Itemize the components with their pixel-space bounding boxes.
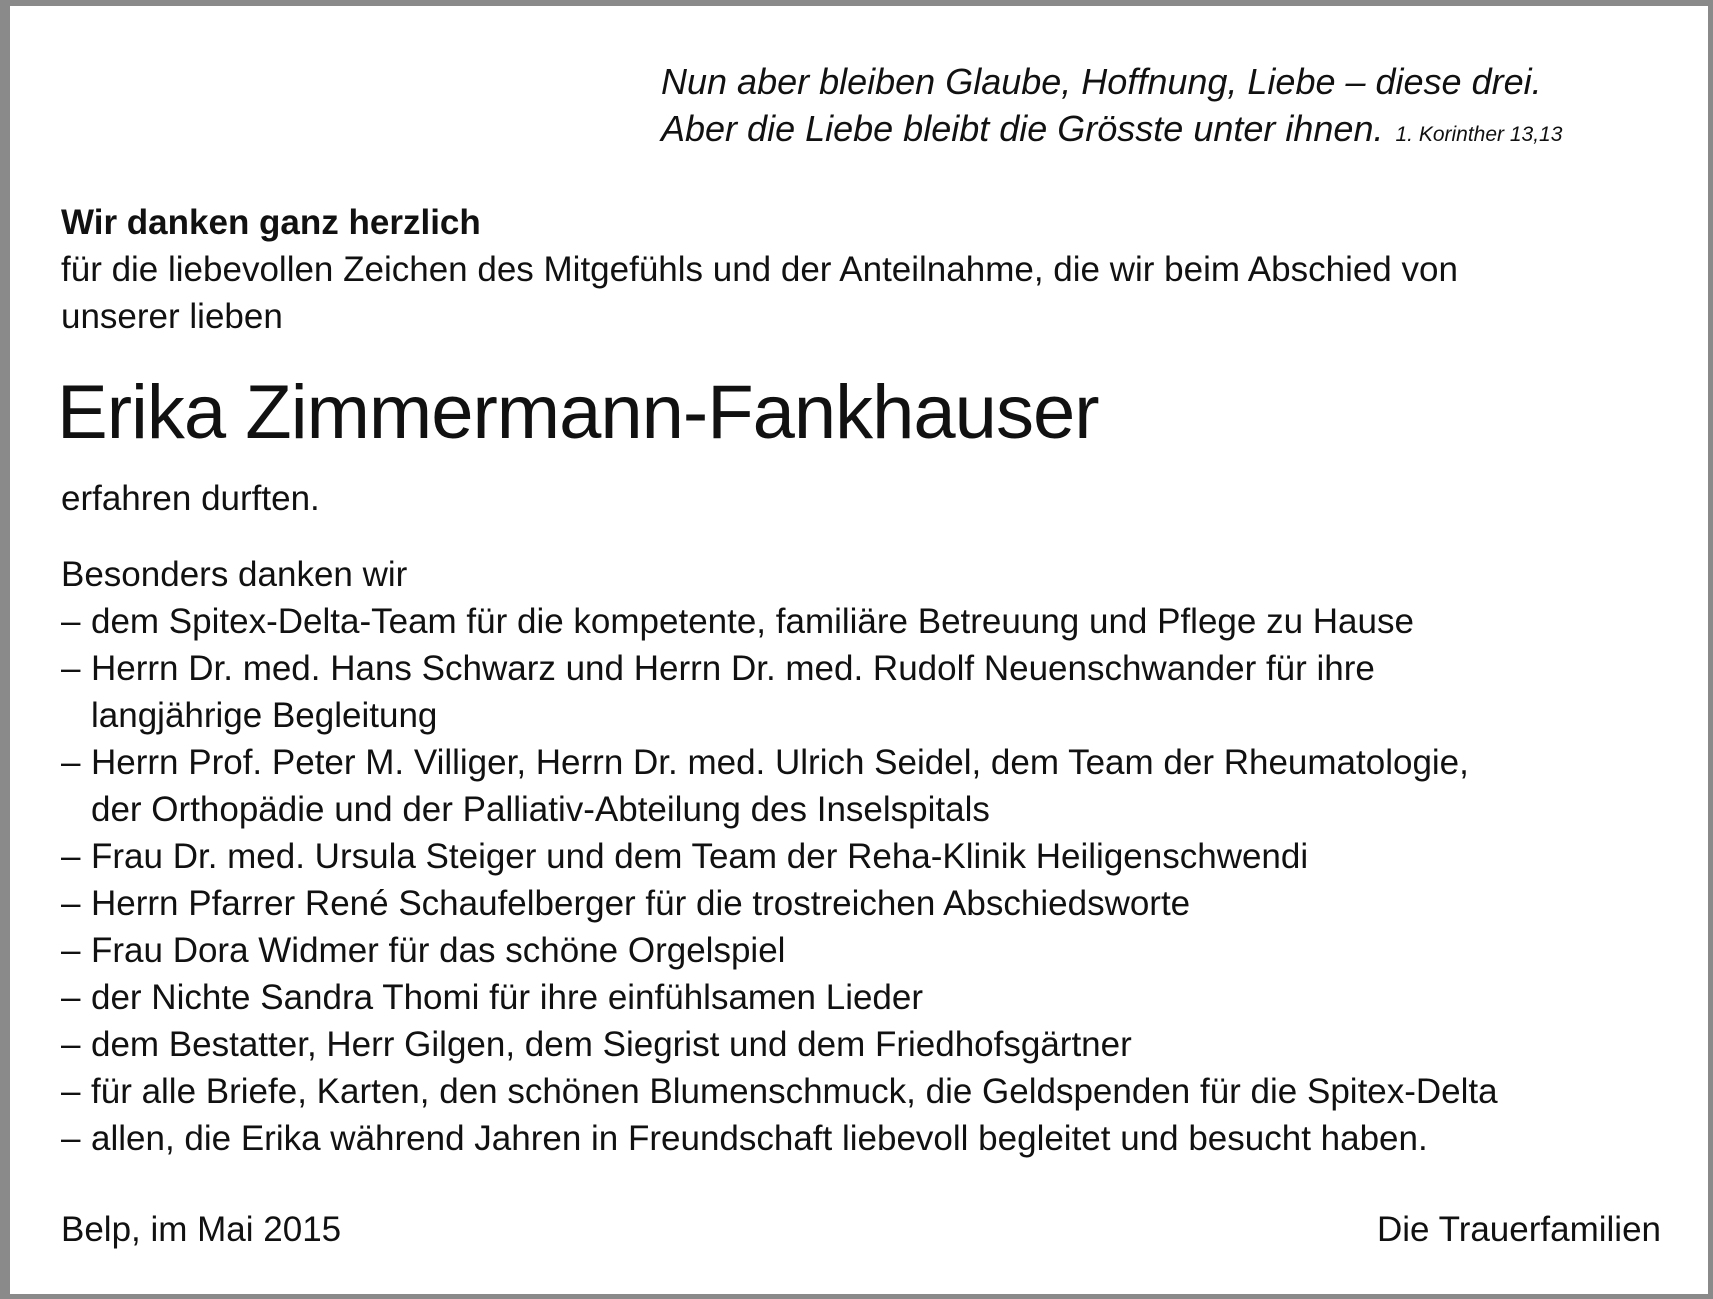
list-item-line: Frau Dr. med. Ursula Steiger und dem Team der Reha-Klinik Heiligenschwendi xyxy=(91,837,1309,876)
list-item-line: allen, die Erika während Jahren in Freundschaft liebevoll begleitet und besucht haben. xyxy=(91,1119,1428,1158)
verse-line-2 xyxy=(661,105,1681,158)
list-item xyxy=(61,598,1691,645)
list-item xyxy=(61,739,1691,833)
list-item-line: für alle Briefe, Karten, den schönen Blumenschmuck, die Geldspenden für die Spitex-Delta xyxy=(91,1072,1498,1111)
list-dash: – xyxy=(61,837,81,876)
list-item xyxy=(61,1021,1691,1068)
list-dash: – xyxy=(61,602,81,641)
list-item xyxy=(61,833,1691,880)
bible-verse xyxy=(661,58,1681,158)
intro-line-2: unserer lieben xyxy=(61,297,283,336)
thanks-heading: Besonders danken wir xyxy=(61,555,408,594)
list-item-line: Herrn Prof. Peter M. Villiger, Herrn Dr. med. Ulrich Seidel, dem Team der Rheumatologie, xyxy=(91,743,1469,782)
list-dash: – xyxy=(61,743,81,782)
thanks-list xyxy=(61,598,1691,1162)
intro-line-1: für die liebevollen Zeichen des Mitgefühls und der Anteilnahme, die wir beim Abschied von xyxy=(61,250,1458,289)
list-dash: – xyxy=(61,931,81,970)
list-item xyxy=(61,927,1691,974)
list-item-line: Frau Dora Widmer für das schöne Orgelspiel xyxy=(91,931,786,970)
list-item xyxy=(61,1115,1691,1162)
list-item-line: der Orthopädie und der Palliativ-Abteilung des Inselspitals xyxy=(91,790,990,829)
list-dash: – xyxy=(61,649,81,688)
list-dash: – xyxy=(61,1072,81,1111)
list-item-line: Herrn Dr. med. Hans Schwarz und Herrn Dr. med. Rudolf Neuenschwander für ihre xyxy=(91,649,1375,688)
list-item-line: Herrn Pfarrer René Schaufelberger für die trostreichen Abschiedsworte xyxy=(91,884,1191,923)
intro-heading: Wir danken ganz herzlich xyxy=(61,203,481,242)
signature: Die Trauerfamilien xyxy=(1377,1210,1661,1249)
verse-reference: 1. Korinther 13,13 xyxy=(1395,123,1563,146)
list-item xyxy=(61,1068,1691,1115)
list-item xyxy=(61,880,1691,927)
thanks-section xyxy=(61,551,1691,1162)
list-item xyxy=(61,974,1691,1021)
after-name-text: erfahren durften. xyxy=(61,479,320,518)
list-dash: – xyxy=(61,978,81,1017)
list-dash: – xyxy=(61,1025,81,1064)
deceased-name: Erika Zimmermann-Fankhauser xyxy=(57,370,1099,455)
list-item-line: der Nichte Sandra Thomi für ihre einfühlsamen Lieder xyxy=(91,978,924,1017)
place-date: Belp, im Mai 2015 xyxy=(61,1210,342,1249)
list-item-line: dem Bestatter, Herr Gilgen, dem Siegrist und dem Friedhofsgärtner xyxy=(91,1025,1132,1064)
list-item-line: dem Spitex-Delta-Team für die kompetente, familiäre Betreuung und Pflege zu Hause xyxy=(91,602,1414,641)
intro-paragraph xyxy=(61,199,1691,340)
verse-line-2-text: Aber die Liebe bleibt die Grösste unter ihnen. xyxy=(661,108,1384,149)
list-dash: – xyxy=(61,884,81,923)
list-item xyxy=(61,645,1691,739)
verse-line-1: Nun aber bleiben Glaube, Hoffnung, Liebe – diese drei. xyxy=(661,61,1542,102)
list-item-line: langjährige Begleitung xyxy=(91,696,438,735)
list-dash: – xyxy=(61,1119,81,1158)
